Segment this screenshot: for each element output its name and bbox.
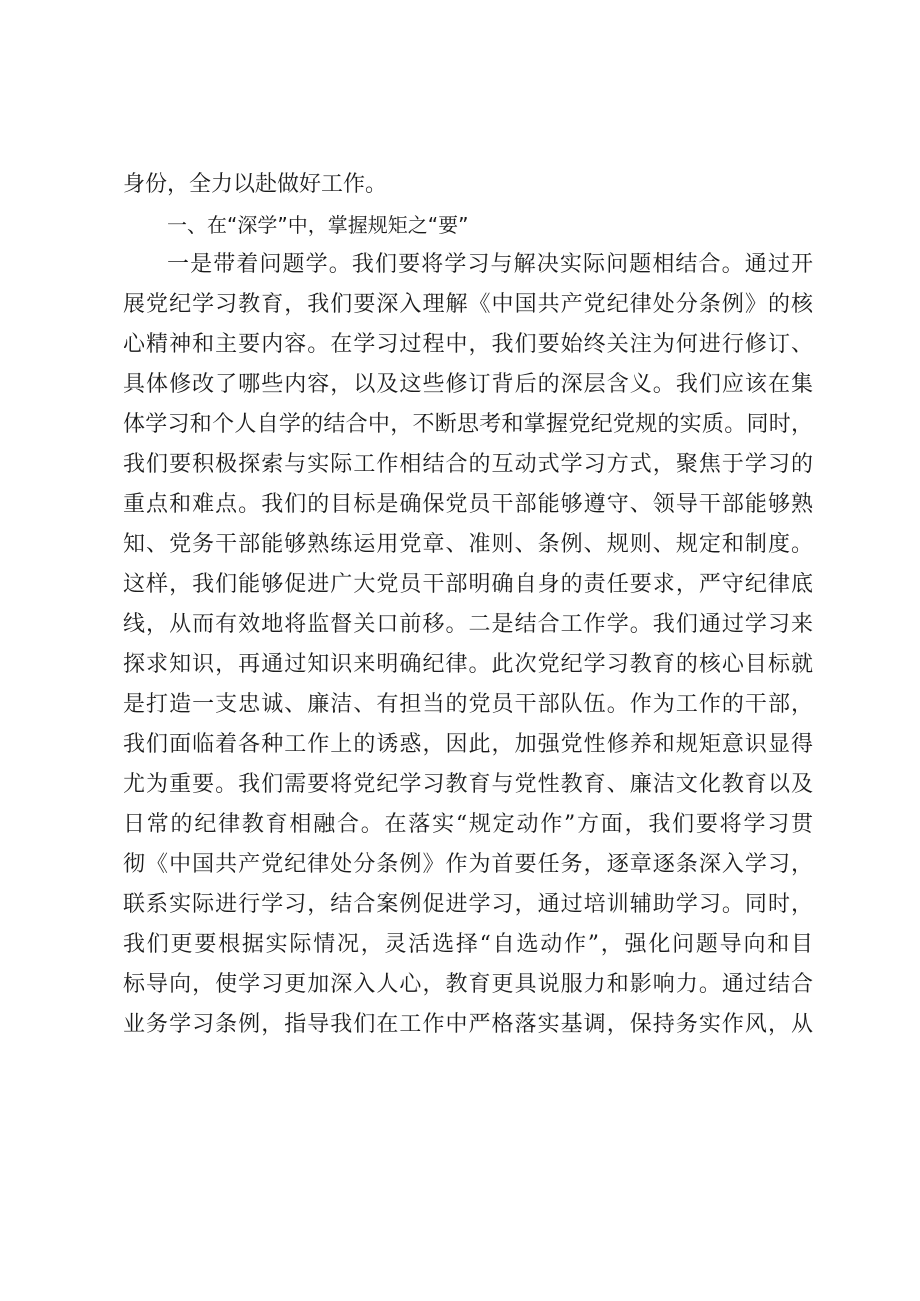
section-heading: 一、在“深学”中，掌握规矩之“要” (167, 213, 469, 237)
text-line: 一是带着问题学。我们要将学习与解决实际问题相结合。通过开 (167, 252, 813, 277)
text-line: 探求知识，再通过知识来明确纪律。此次党纪学习教育的核心目标就 (123, 652, 813, 677)
document-body (123, 165, 813, 1045)
text-line: 尤为重要。我们需要将党纪学习教育与党性教育、廉洁文化教育以及 (123, 772, 813, 797)
text-line: 联系实际进行学习，结合案例促进学习，通过培训辅助学习。同时， (123, 892, 813, 917)
text-line: 我们更要根据实际情况，灵活选择“自选动作”，强化问题导向和目 (123, 932, 813, 957)
text-line: 是打造一支忠诚、廉洁、有担当的党员干部队伍。作为工作的干部， (123, 692, 813, 717)
text-line: 具体修改了哪些内容，以及这些修订背后的深层含义。我们应该在集 (123, 372, 813, 397)
text-line: 彻《中国共产党纪律处分条例》作为首要任务，逐章逐条深入学习， (123, 852, 813, 877)
text-line: 线，从而有效地将监督关口前移。二是结合工作学。我们通过学习来 (123, 612, 813, 637)
text-line: 业务学习条例，指导我们在工作中严格落实基调，保持务实作风，从 (123, 1012, 813, 1037)
text-line: 我们要积极探索与实际工作相结合的互动式学习方式，聚焦于学习的 (123, 452, 813, 477)
text-line: 体学习和个人自学的结合中，不断思考和掌握党纪党规的实质。同时， (123, 412, 813, 437)
text-line: 重点和难点。我们的目标是确保党员干部能够遵守、领导干部能够熟 (123, 492, 813, 517)
text-line: 展党纪学习教育，我们要深入理解《中国共产党纪律处分条例》的核 (123, 292, 813, 317)
text-line: 知、党务干部能够熟练运用党章、准则、条例、规则、规定和制度。 (123, 532, 813, 557)
text-line: 身份，全力以赴做好工作。 (123, 172, 388, 197)
text-line: 日常的纪律教育相融合。在落实“规定动作”方面，我们要将学习贯 (123, 812, 813, 837)
text-line: 我们面临着各种工作上的诱惑，因此，加强党性修养和规矩意识显得 (123, 732, 813, 757)
text-line: 心精神和主要内容。在学习过程中，我们要始终关注为何进行修订、 (123, 332, 813, 357)
text-line: 标导向，使学习更加深入人心，教育更具说服力和影响力。通过结合 (123, 972, 813, 997)
text-line: 这样，我们能够促进广大党员干部明确自身的责任要求，严守纪律底 (123, 572, 813, 597)
